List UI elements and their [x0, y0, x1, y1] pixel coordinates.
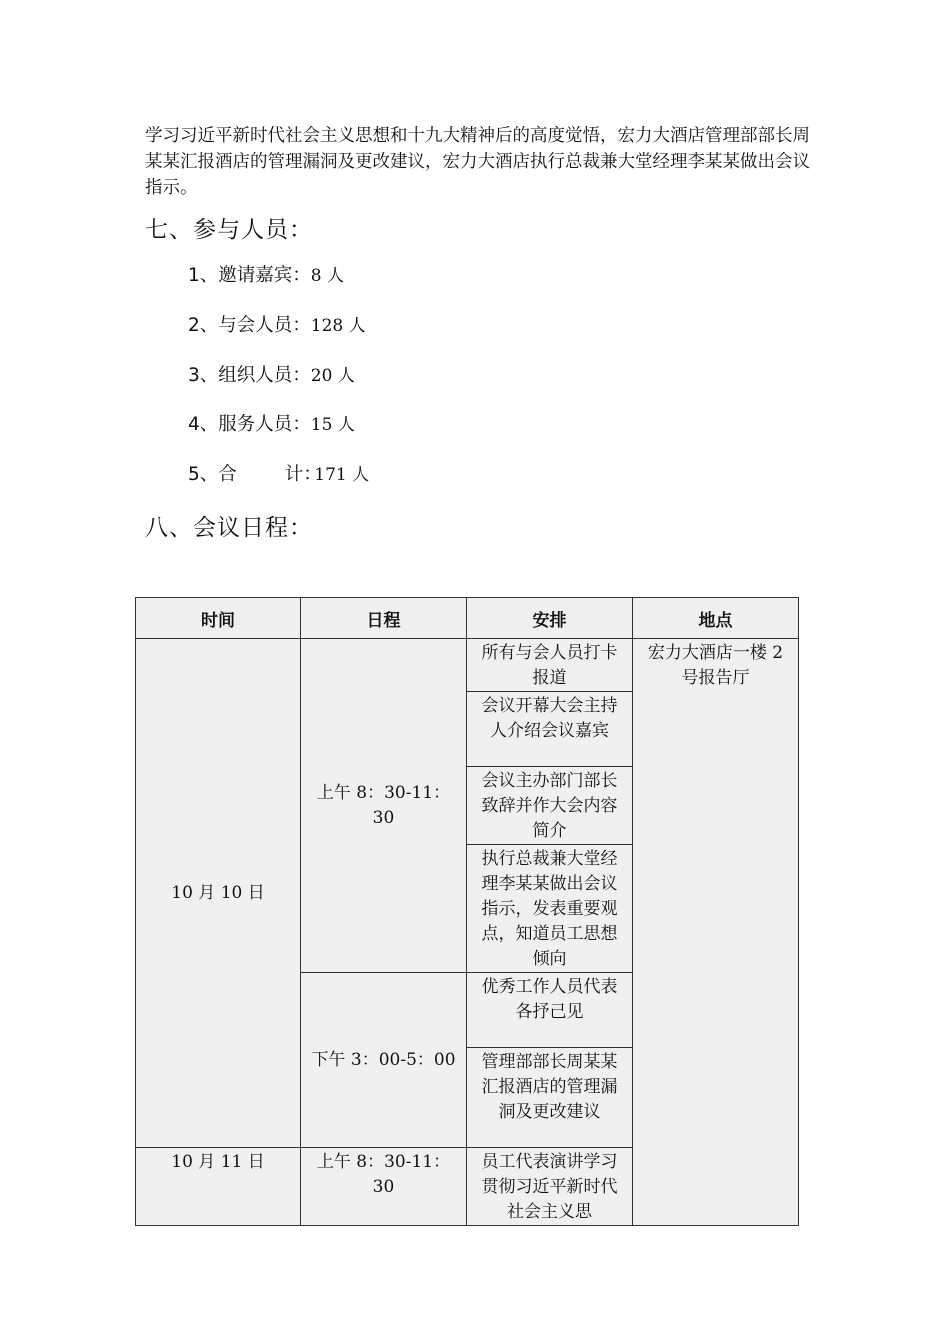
time-slot-cell — [301, 639, 467, 973]
attendee-count: 20 人 — [310, 366, 355, 386]
attendee-label: 1、邀请嘉宾： — [188, 265, 311, 286]
total-label-char2: 计： — [284, 464, 322, 485]
arrangement-cell: 管理部部长周某某汇报酒店的管理漏洞及更改建议 — [467, 1048, 633, 1148]
total-label — [218, 463, 322, 487]
arrangement-cell: 所有与会人员打卡报道 — [467, 639, 633, 692]
total-number: 5、 — [188, 464, 219, 485]
arrangement-cell: 优秀工作人员代表各抒己见 — [467, 973, 633, 1048]
header-time: 时间 — [136, 598, 301, 639]
intro-paragraph: 学习习近平新时代社会主义思想和十九大精神后的高度觉悟，宏力大酒店管理部部长周某某汇报酒店的管理漏洞及更改建议，宏力大酒店执行总裁兼大堂经理李某某做出会议指示。 — [145, 126, 810, 198]
attendee-item — [188, 264, 344, 288]
total-label-char1: 合 — [218, 464, 237, 485]
time-slot-cell: 下午 3：00-5：00 — [301, 973, 467, 1148]
attendee-label: 4、服务人员： — [188, 414, 311, 435]
attendee-item — [188, 364, 355, 388]
date-cell: 10 月 11 日 — [136, 1148, 301, 1226]
header-arrangement: 安排 — [467, 598, 633, 639]
section-heading-participants: 七、参与人员： — [145, 217, 313, 243]
attendee-label: 2、与会人员： — [188, 315, 311, 336]
attendee-item — [188, 314, 366, 338]
location-text: 宏力大酒店一楼 2 号报告厅 — [647, 643, 784, 688]
attendee-item — [188, 413, 355, 437]
schedule-table — [135, 597, 799, 1226]
arrangement-cell: 员工代表演讲学习贯彻习近平新时代社会主义思 — [467, 1148, 633, 1226]
arrangement-cell: 会议开幕大会主持人介绍会议嘉宾 — [467, 692, 633, 767]
time-slot-cell — [301, 1148, 467, 1226]
header-agenda: 日程 — [301, 598, 467, 639]
header-location: 地点 — [633, 598, 799, 639]
section-heading-schedule: 八、会议日程： — [145, 515, 313, 541]
attendee-count: 8 人 — [310, 266, 345, 286]
table-header-row — [136, 598, 799, 639]
attendee-total — [188, 463, 369, 487]
attendee-label: 3、组织人员： — [188, 365, 311, 386]
time-slot-text: 上午 8：30-11：30 — [316, 782, 451, 828]
total-count: 171 人 — [314, 465, 370, 485]
date-cell: 10 月 10 日 — [136, 639, 301, 1148]
location-cell — [633, 639, 799, 1226]
arrangement-cell: 会议主办部门部长致辞并作大会内容简介 — [467, 767, 633, 845]
table-row — [136, 639, 799, 692]
attendee-count: 15 人 — [310, 415, 355, 435]
time-slot-text: 上午 8：30-11：30 — [316, 1152, 451, 1197]
attendee-count: 128 人 — [310, 316, 366, 336]
arrangement-cell: 执行总裁兼大堂经理李某某做出会议指示，发表重要观点，知道员工思想倾向 — [467, 845, 633, 973]
